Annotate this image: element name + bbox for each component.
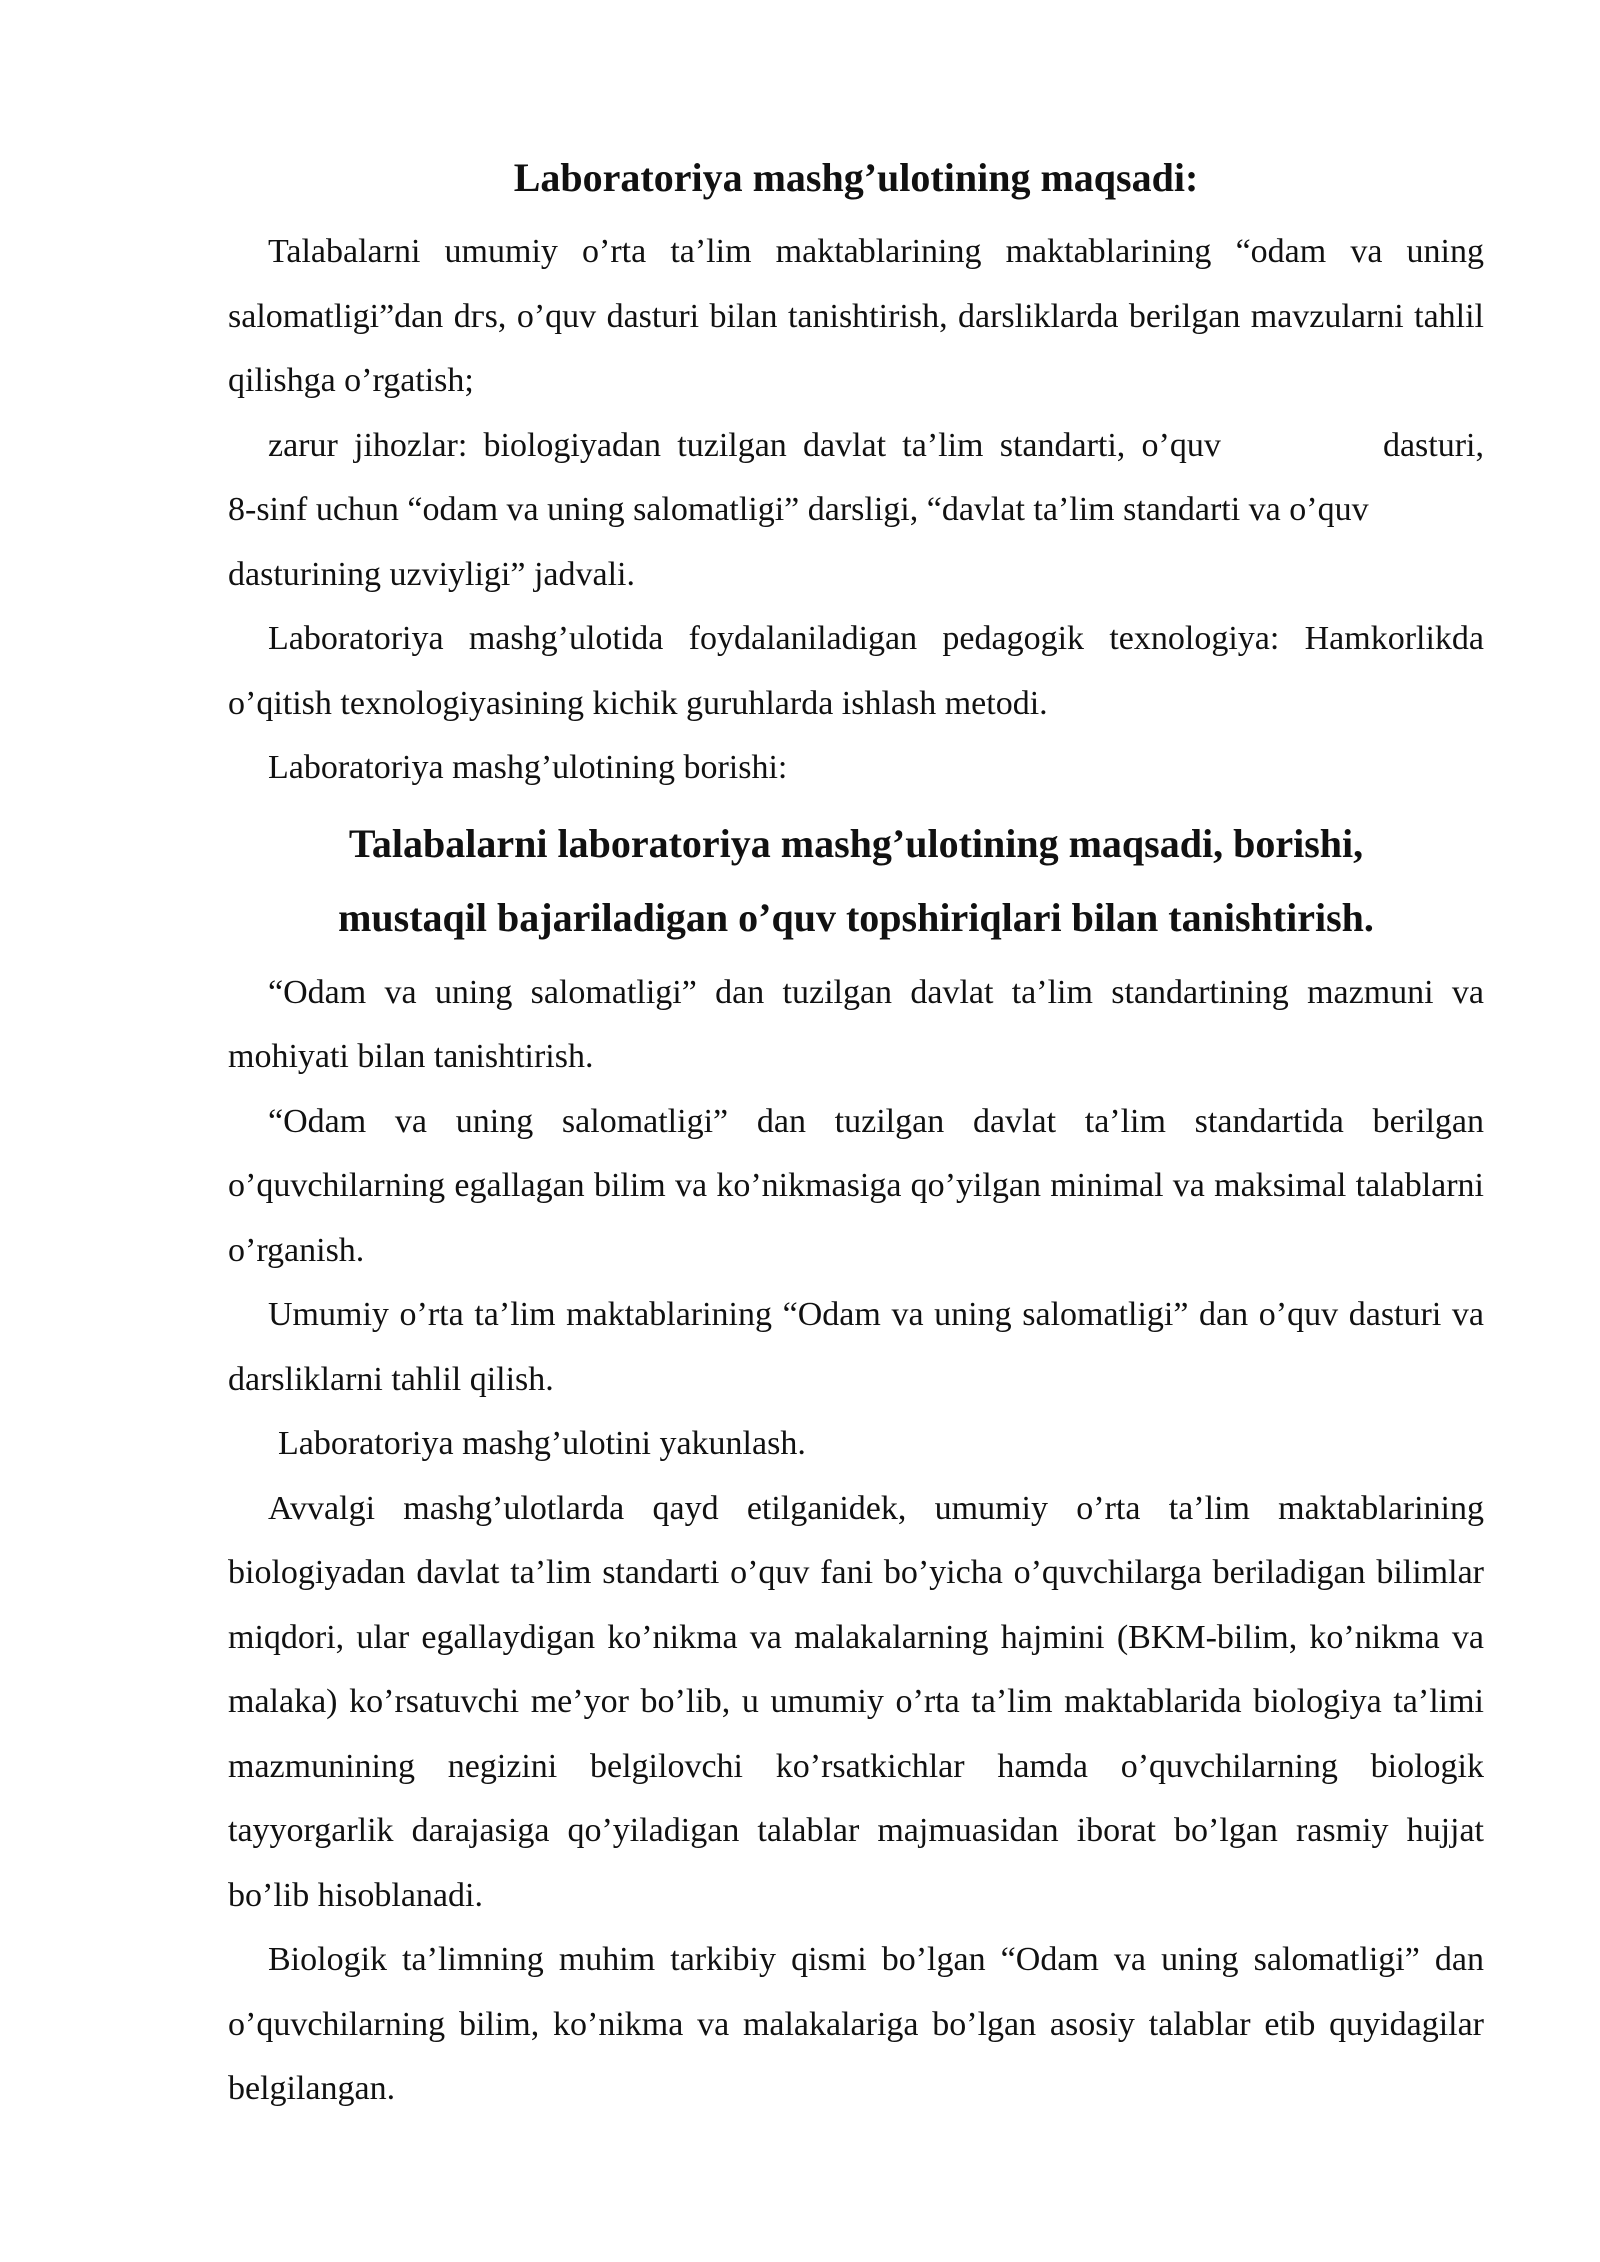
section-subheading: [228, 807, 1484, 955]
paragraph-goal: Talabalarni umumiy o’rta ta’lim maktablarining maktablarining “odam va uning salomatligi”dan dгs, o’quv dasturi bilan tanishtirish, darsliklarda berilgan mavzularni tahlil qilishga o’rgatish;: [228, 233, 1484, 399]
paragraph-standard-definition: Avvalgi mashg’ulotlarda qayd etilganidek, umumiy o’rta ta’lim maktablarining biologiyadan davlat ta’lim standarti o’quv fani bo’yicha o’quvchilarga beriladigan bilimlar miqdori, ular egallaydigan ko’nikma va malakalarning hajmini (BKM-bilim, ko’nikma va malaka) ko’rsatuvchi me’yor bo’lib, u umumiy o’rta ta’lim maktablarida biologiya ta’limi mazmunining negizini belgilovchi ko’rsatkichlar hamda o’quvchilarning biologik tayyorgarlik darajasiga qo’yiladigan talablar majmuasidan iborat bo’lgan rasmiy hujjat bo’lib hisoblanadi.: [228, 1489, 1484, 1914]
paragraph-technology: Laboratoriya mashg’ulotida foydalaniladigan pedagogik texnologiya: Hamkorlikda o’qitish texnologiyasining kichik guruhlarda ishlash metodi.: [228, 620, 1484, 722]
paragraph-standard-intro: “Odam va uning salomatligi” dan tuzilgan davlat ta’lim standartining mazmuni va mohiyati bilan tanishtirish.: [228, 973, 1484, 1075]
equipment-line-2: 8-sinf uchun “odam va uning salomatligi” darsligi, “davlat ta’lim standarti va o’quv: [228, 491, 1369, 528]
subheading-line-1: Talabalarni laboratoriya mashg’ulotining maqsadi, borishi,: [348, 820, 1364, 866]
paragraph-procedure: Laboratoriya mashg’ulotining borishi:: [268, 749, 788, 786]
document-page: [228, 150, 1484, 2122]
paragraph-conclusion: Laboratoriya mashg’ulotini yakunlash.: [278, 1425, 806, 1462]
subheading-line-2: mustaqil bajariladigan o’quv topshiriqlari bilan tanishtirish.: [338, 894, 1374, 940]
paragraph-equipment: [228, 414, 1484, 608]
paragraph-standard-requirements: “Odam va uning salomatligi” dan tuzilgan davlat ta’lim standartida berilgan o’quvchilarning egallagan bilim va ko’nikmasiga qo’yilgan minimal va maksimal talablarni o’rganish.: [228, 1102, 1484, 1269]
equipment-line-1: zarur jihozlar: biologiyadan tuzilgan davlat ta’lim standarti, o’quv dasturi,: [268, 426, 1484, 464]
paragraph-requirements-list-intro: Biologik ta’limning muhim tarkibiy qismi bo’lgan “Odam va uning salomatligi” dan o’quvchilarning bilim, ko’nikma va malakalariga bo’lgan asosiy talablar etib quyidagilar belgilangan.: [228, 1941, 1484, 2107]
paragraph-curriculum-analysis: Umumiy o’rta ta’lim maktablarining “Odam va uning salomatligi” dan o’quv dasturi va darsliklarni tahlil qilish.: [228, 1296, 1484, 1398]
page-title: Laboratoriya mashg’ulotining maqsadi:: [513, 155, 1199, 200]
equipment-line-3: dasturining uzviyligi” jadvali.: [228, 555, 635, 593]
